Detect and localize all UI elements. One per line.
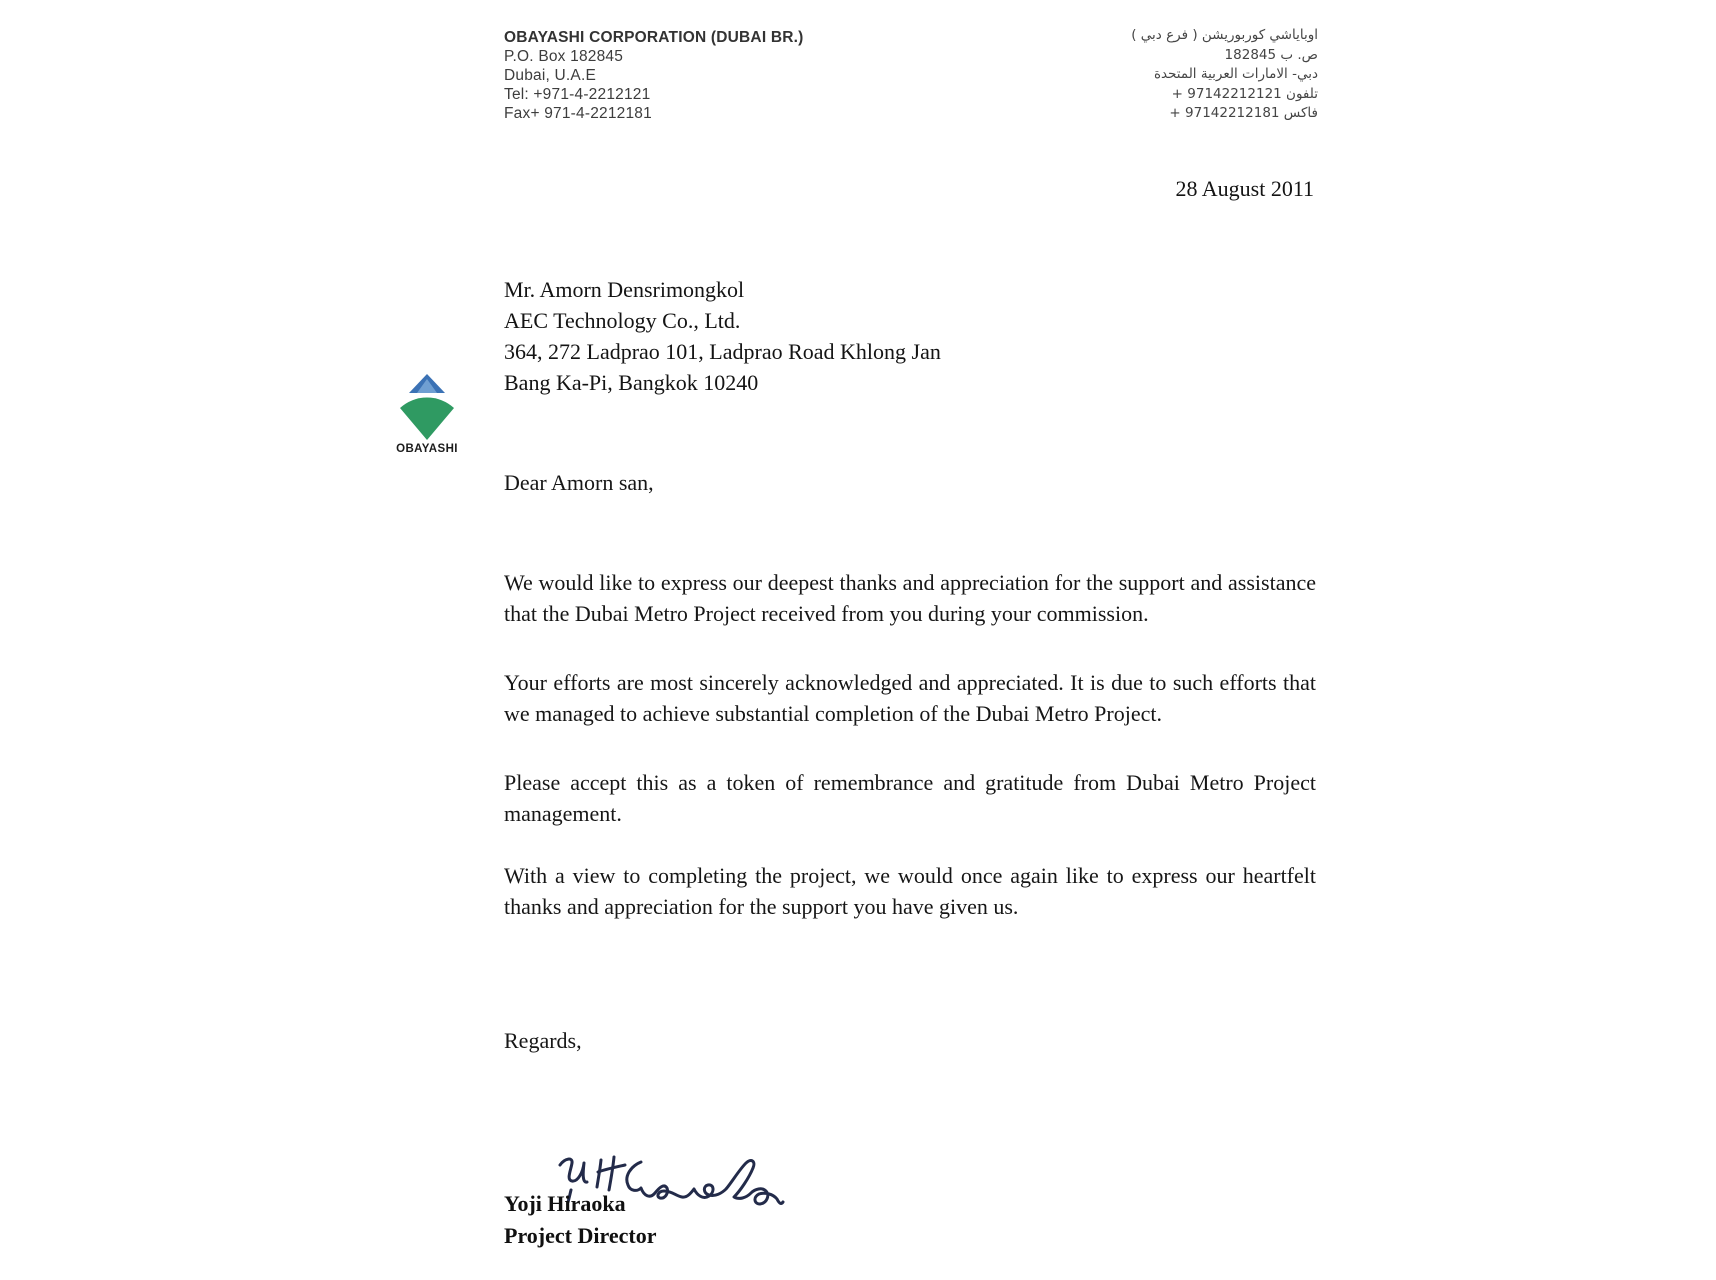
body-paragraph-2: Your efforts are most sincerely acknowledged and appreciated. It is due to such efforts that we managed to achieve substantial completion of the Dubai Metro Project. [504,670,1316,726]
recipient-address-line: 364, 272 Ladprao 101, Ladprao Road Khlong Jan [504,339,941,364]
salutation: Dear Amorn san, [504,470,654,495]
body-paragraph-3: Please accept this as a token of remembrance and gratitude from Dubai Metro Project management. [504,770,1316,826]
logo-wordmark: OBAYASHI [396,443,458,455]
logo-triangle-icon [409,374,445,393]
recipient-address [504,274,941,398]
letterhead-arabic-line: فاكس 97142212181 + [1169,105,1318,121]
letterhead-english-line: P.O. Box 182845 [504,48,624,65]
letterhead-arabic-line: دبي- الامارات العربية المتحدة [1153,66,1318,82]
closing-valediction: Regards, [504,1028,582,1053]
letterhead-english-line: Dubai, U.A.E [504,67,596,84]
logo-fan-shape [400,398,454,440]
letterhead-english-line: Fax+ 971-4-2212181 [504,105,652,122]
letterhead-english-line: OBAYASHI CORPORATION (DUBAI BR.) [504,29,804,46]
body-paragraph-4: With a view to completing the project, we would once again like to express our heartfelt thanks and appreciation for the support you have given us. [504,863,1316,919]
letterhead-arabic-line: تلفون 97142212121 + [1171,85,1318,102]
recipient-address-line: AEC Technology Co., Ltd. [504,308,741,333]
letterhead-arabic-line: ص. ب 182845 [1224,46,1318,63]
letter-date: 28 August 2011 [1175,176,1314,201]
logo-fan-icon [397,396,457,440]
signer-name: Yoji Hiraoka [504,1191,626,1216]
recipient-address-line: Mr. Amorn Densrimongkol [504,277,745,302]
letterhead-english-line: Tel: +971-4-2212121 [504,86,651,103]
obayashi-logo [394,374,460,455]
recipient-address-line: Bang Ka-Pi, Bangkok 10240 [504,370,759,395]
signer-title: Project Director [504,1223,657,1248]
body-paragraph-1: We would like to express our deepest thanks and appreciation for the support and assistance that the Dubai Metro Project received from you during your commission. [504,570,1316,626]
letterhead-arabic [1131,26,1318,124]
letterhead-arabic-line: اوباياشي كوربوريشن ( فرع دبي ) [1131,27,1318,43]
letterhead-english [504,28,804,123]
